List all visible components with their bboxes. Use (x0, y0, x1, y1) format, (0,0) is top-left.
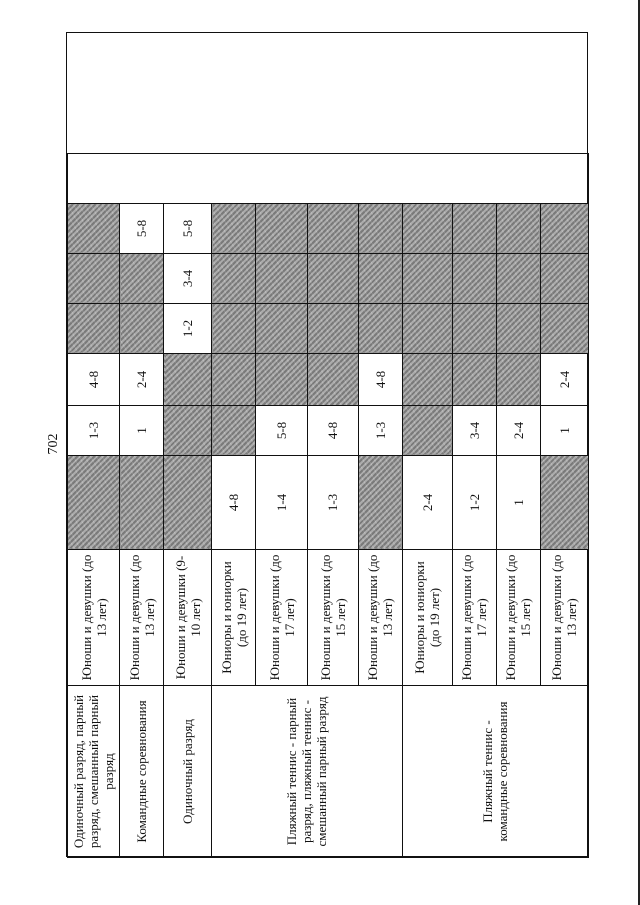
place-cell (256, 354, 308, 406)
place-cell: 1-4 (256, 456, 308, 550)
discipline-cell: Командные соревнования (120, 686, 164, 858)
place-cell (256, 204, 308, 254)
place-cell (452, 204, 496, 254)
discipline-cell: Одиночный разряд, парный разряд, смешанный парный разряд (68, 686, 120, 858)
place-cell (358, 304, 402, 354)
place-cell (496, 304, 540, 354)
place-cell: 1-2 (452, 456, 496, 550)
place-cell (164, 354, 212, 406)
place-cell: 4-8 (68, 354, 120, 406)
place-cell (164, 406, 212, 456)
place-cell (212, 406, 256, 456)
place-cell (164, 456, 212, 550)
place-cell: 2-4 (120, 354, 164, 406)
place-cell (496, 354, 540, 406)
place-cell (452, 254, 496, 304)
discipline-cell: Пляжный теннис - парный разряд, пляжный теннис - смешанный парный разряд (212, 686, 402, 858)
place-cell: 2-4 (402, 456, 452, 550)
place-cell (120, 254, 164, 304)
place-cell (308, 254, 358, 304)
place-cell: 5-8 (256, 406, 308, 456)
ranking-table (67, 32, 589, 858)
place-cell: 5-8 (120, 204, 164, 254)
table-frame (66, 32, 588, 857)
place-cell (540, 204, 588, 254)
place-cell (68, 456, 120, 550)
category-cell: Юноши и девушки (до 17 лет) (452, 550, 496, 686)
place-cell (308, 354, 358, 406)
place-cell (540, 304, 588, 354)
place-cell: 1-2 (164, 304, 212, 354)
place-cell: 4-8 (358, 354, 402, 406)
category-cell: Юноши и девушки (до 13 лет) (120, 550, 164, 686)
table-row (68, 33, 120, 858)
place-cell: 1-3 (68, 406, 120, 456)
place-cell (68, 304, 120, 354)
category-cell: Юноши и девушки (9-10 лет) (164, 550, 212, 686)
place-cell (358, 456, 402, 550)
place-cell (256, 304, 308, 354)
place-cell: 1-3 (358, 406, 402, 456)
place-cell: 1 (120, 406, 164, 456)
rotated-table-container (67, 33, 589, 858)
category-cell: Юноши и девушки (до 15 лет) (308, 550, 358, 686)
place-cell (402, 254, 452, 304)
place-cell (358, 204, 402, 254)
category-cell: Юниоры и юниорки (до 19 лет) (212, 550, 256, 686)
place-cell: 2-4 (540, 354, 588, 406)
place-cell (212, 254, 256, 304)
place-cell (212, 304, 256, 354)
place-cell: 1 (496, 456, 540, 550)
place-cell (402, 354, 452, 406)
place-cell: 3-4 (452, 406, 496, 456)
place-cell: 2-4 (496, 406, 540, 456)
place-cell (68, 254, 120, 304)
place-cell (402, 406, 452, 456)
place-cell (212, 354, 256, 406)
place-cell (402, 204, 452, 254)
place-cell (496, 254, 540, 304)
category-cell: Юноши и девушки (до 17 лет) (256, 550, 308, 686)
category-cell: Юниоры и юниорки (до 19 лет) (402, 550, 452, 686)
place-cell (120, 456, 164, 550)
place-cell (308, 304, 358, 354)
place-cell (402, 304, 452, 354)
place-cell: 3-4 (164, 254, 212, 304)
place-cell (308, 204, 358, 254)
place-cell (68, 204, 120, 254)
place-cell (540, 456, 588, 550)
place-cell: 1 (540, 406, 588, 456)
place-cell (452, 304, 496, 354)
category-cell: Юноши и девушки (до 13 лет) (358, 550, 402, 686)
place-cell (358, 254, 402, 304)
place-cell: 5-8 (164, 204, 212, 254)
place-cell (120, 304, 164, 354)
place-cell (496, 204, 540, 254)
place-cell: 4-8 (212, 456, 256, 550)
blank-column (68, 154, 589, 204)
discipline-cell: Пляжный теннис - командные соревнования (402, 686, 588, 858)
category-cell: Юноши и девушки (до 13 лет) (540, 550, 588, 686)
place-cell (256, 254, 308, 304)
category-cell: Юноши и девушки (до 15 лет) (496, 550, 540, 686)
place-cell: 1-3 (308, 456, 358, 550)
place-cell: 4-8 (308, 406, 358, 456)
place-cell (540, 254, 588, 304)
place-cell (452, 354, 496, 406)
page-number: 702 (46, 433, 61, 455)
discipline-cell: Одиночный разряд (164, 686, 212, 858)
category-cell: Юноши и девушки (до 13 лет) (68, 550, 120, 686)
place-cell (212, 204, 256, 254)
